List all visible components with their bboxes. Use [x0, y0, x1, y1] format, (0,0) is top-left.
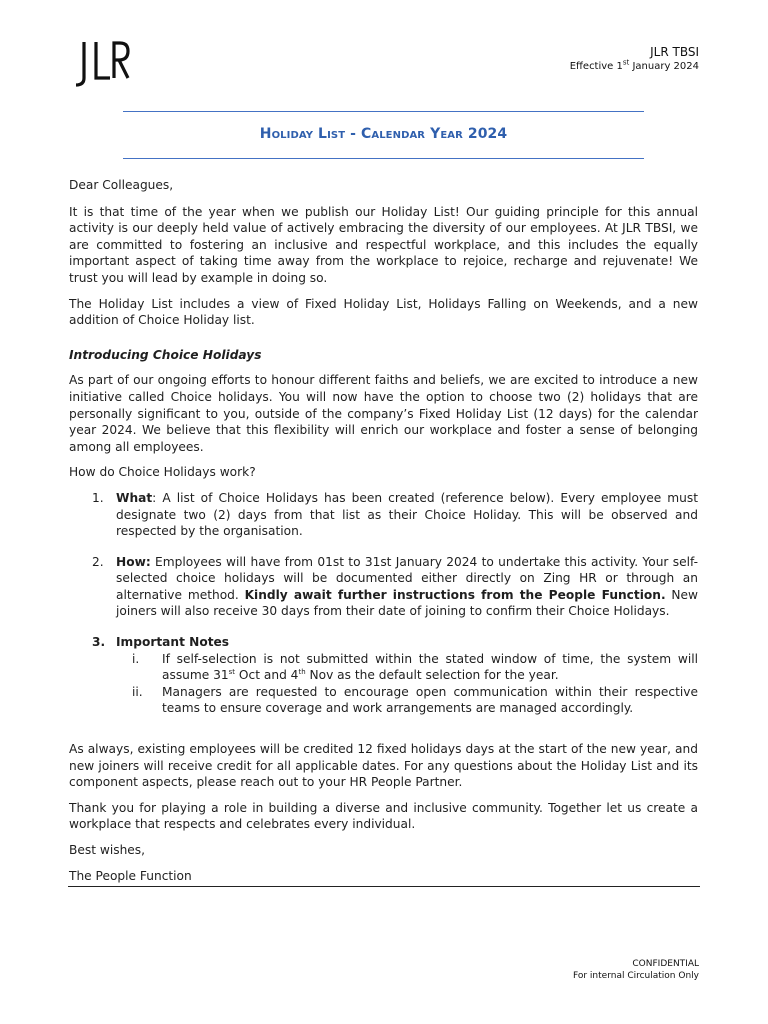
- section-heading: Introducing Choice Holidays: [69, 347, 262, 362]
- effective-date: Effective 1st January 2024: [569, 58, 699, 72]
- classification-label: CONFIDENTIAL: [632, 959, 699, 969]
- notes-list: [116, 651, 698, 717]
- circulation-note: For internal Circulation Only: [573, 971, 699, 981]
- footer-rule: [68, 886, 700, 887]
- instruction-emphasis: Kindly await further instructions from the People Function.: [244, 587, 666, 602]
- list-item: 3. Important Notes i. If self-selection is not submitted within the stated window of time, the system will assume 31st Oct and 4th Nov as the default selection for the year. ii. Managers are requested to encourage open communication within their respective teams to ensure coverage and work arrangements are managed accordingly.: [92, 635, 698, 716]
- greeting: Dear Colleagues,: [69, 178, 174, 192]
- note-item: ii. Managers are requested to encourage open communication within their respective teams to ensure coverage and work arrangements are managed accordingly.: [132, 684, 698, 716]
- title-rule-bottom: [123, 158, 644, 159]
- paragraph-credits: As always, existing employees will be credited 12 fixed holidays days at the start of the new year, and new joiners will receive credit for all applicable dates. For any questions about the Holiday List and its component aspects, please reach out to your HR People Partner.: [69, 742, 698, 790]
- header-meta: [570, 44, 699, 74]
- signature: The People Function: [69, 868, 192, 883]
- footer: [573, 958, 699, 982]
- list-item-label: What: [116, 490, 153, 505]
- document-title: Holiday List - Calendar Year 2024: [259, 126, 508, 142]
- list-item: 1. What: A list of Choice Holidays has been created (reference below). Every employee must designate two (2) days from that list as their Choice Holiday. This will be observed and respected by the organisation.: [92, 490, 698, 539]
- paragraph-holiday-list: The Holiday List includes a view of Fixed Holiday List, Holidays Falling on Weekends, and a new addition of Choice Holiday list.: [69, 296, 698, 328]
- list-item: 2. How: Employees will have from 01st to 31st January 2024 to undertake this activity. Your self-selected choice holidays will be documented either directly on Zing HR or through an alternative method. Kindly await further instructions from the People Function. New joiners will also receive 30 days from their date of joining to confirm their Choice Holidays.: [92, 554, 698, 619]
- list-item-label: How:: [116, 554, 151, 569]
- title-rule-top: [123, 111, 644, 112]
- jlr-logo: [72, 40, 130, 88]
- question-line: How do Choice Holidays work?: [69, 465, 256, 480]
- instructions-list: [69, 490, 698, 717]
- list-item-label: Important Notes: [116, 635, 230, 650]
- paragraph-thanks: Thank you for playing a role in building a diverse and inclusive community. Together let us create a workplace that respects and celebrates every individual.: [69, 800, 698, 832]
- paragraph-choice-holidays: As part of our ongoing efforts to honour different faiths and beliefs, we are excited to introduce a new initiative called Choice holidays. You will now have the option to choose two (2) holidays that are personally significant to you, outside of the company’s Fixed Holiday List (12 days) for the calendar year 2024. We believe that this flexibility will enrich our workplace and foster a sense of belonging among all employees.: [69, 373, 698, 454]
- company-name: JLR TBSI: [650, 45, 699, 59]
- note-item: i. If self-selection is not submitted within the stated window of time, the system will assume 31st Oct and 4th Nov as the default selection for the year.: [132, 651, 698, 683]
- paragraph-intro: It is that time of the year when we publish our Holiday List! Our guiding principle for this annual activity is our deeply held value of actively embracing the diversity of our employees. At JLR TBSI, we are committed to fostering an inclusive and respectful workplace, and this includes the equally important aspect of taking time away from the workplace to rejoice, recharge and rejuvenate! We trust you will lead by example in doing so.: [69, 204, 698, 285]
- closing: Best wishes,: [69, 843, 146, 857]
- jlr-logo-icon: [72, 40, 130, 88]
- letter-body: [69, 177, 698, 893]
